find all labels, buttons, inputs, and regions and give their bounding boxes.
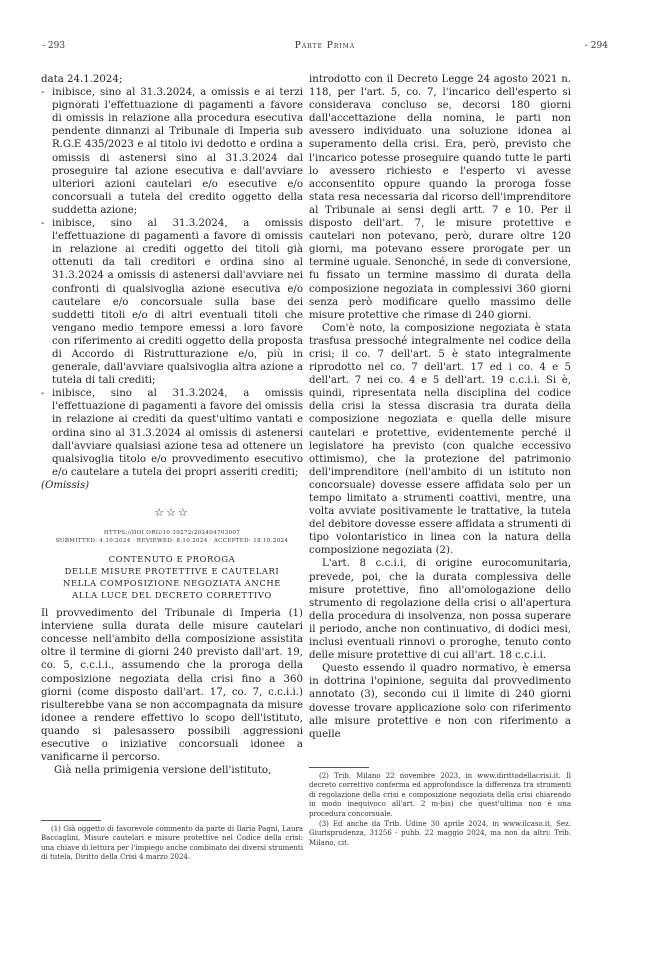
page-number-left: - 293 [42,41,66,51]
omissis-line: (Omissis) [41,479,90,491]
footnote: (3) Ed anche da Trib. Udine 30 aprile 2024, in www.ilcaso.it, Sez. Giurisprudenza, 31256 - pubb. 22 maggio 2024, ma non da altri: Trib. Milano, cit. [309,820,571,847]
body-paragraph: Questo essendo il quadro normativo, è emersa in dottrina l'opinione, seguita dal provvedimento annotato (3), secondo cui il limite di 240 giorni dovesse trovare applicazione solo con riferimento alle misure protettive e non con riferimento a quelle [309,663,571,740]
footnotes-right [309,767,571,849]
footnote-rule [41,820,101,821]
footnotes-left [41,820,303,864]
ruling-item: - inibisce, sino al 31.3.2024, a omissis e ai terzi pignorati l'effettuazione di pagamenti a favore di omissis in relazione alla procedura esecutiva pendente dinnanzi al Tribunale di Imperia sub R.G.E 435/2023 e al titolo ivi dedotto e ordina a omissis di astenersi sino al 31.3.2024 dal proseguire tal azione esecutiva e dall'avviare ulteriori azioni cautelari e/o esecutive e/o concorsuali a tutela del credito oggetto della suddetta azione; [41,86,303,217]
footnote-rule [309,767,369,768]
review-dates: SUBMITTED: 4.10.2024 · REVIEWED: 8.10.2024 · ACCEPTED: 18.10.2024 [55,538,289,545]
body-paragraph: Il provvedimento del Tribunale di Imperia (1) interviene sulla durata delle misure cautelari concesse nell'ambito della composizione assistita oltre il termine di giorni 240 previsto dall'art. 19, co. 5, c.c.i.i., assumendo che la proroga della composizione negoziata della crisi fino a 360 giorni (come disposto dall'art. 17, co. 7, c.c.i.i.) risulterebbe vana se non accompagnata da misure idonee a rendere effettivo lo scopo dell'istituto, quando si palesassero possibili aggressioni esecutive o iniziative concorsuali idonee a vanificarne il percorso. [41,608,303,764]
right-column [309,73,571,741]
doi-link[interactable]: HTTPS://DOI.ORG/10.19272/202404703007 [103,530,241,537]
body-paragraph: Com'è noto, la composizione negoziata è stata trasfusa pressoché integralmente nel codice della crisi; il co. 7 dell'art. 5 è stato integralmente riprodotto nel co. 7 dell'art. 17 ed i co. 4 e 5 dell'art. 7 nei co. 4 e 5 dell'art. 19 c.c.i.i. Si è, quindi, ripresentata nella disciplina del codice della crisi la stessa discrasia tra durata della composizione negoziata e quella delle misure cautelari e protettive, evidentemente perché il legislatore ha previsto (con qualche eccessivo ottimismo), che la protezione del patrimonio dell'imprenditore (nell'ambito di un istituto non concorsuale) dovesse essere affidata solo per un tempo limitato a strumenti coattivi, mentre, una volta avviate positivamente le trattative, la tutela del debitore dovesse essere affidata a strumenti di tipo volontaristico in linea con la natura della composizione negoziata (2). [309,322,571,557]
intro-line: data 24.1.2024; [41,74,123,85]
running-title: Parte Prima [294,41,356,51]
left-column [41,73,303,777]
body-paragraph: L'art. 8 c.c.i.i, di origine eurocomunitaria, prevede, poi, che la durata complessiva delle misure protettive, fino all'omologazione dello strumento di regolazione della crisi o all'apertura della procedura di insolvenza, non possa superare il periodo, anche non continuativo, di dodici mesi, inclusi eventuali rinnovi o proroghe, tenuto conto delle misure protettive di cui all'art. 18 c.c.i.i. [309,558,571,662]
ruling-item: - inibisce, sino al 31.3.2024, a omissis l'effettuazione di pagamenti a favore del omissis in relazione ai crediti da quest'ultimo vantati e ordina sino al 31.3.2024 al omissis di astenersi dall'avviare qualsiasi azione tesa ad ottenere un qualsivoglia titolo e/o provvedimento esecutivo e/o cautelare a tutela dei propri asseriti crediti; [41,387,303,479]
commentary-title-line: CONTENUTO E PROROGA [108,554,236,565]
body-paragraph: introdotto con il Decreto Legge 24 agosto 2021 n. 118, per l'art. 5, co. 7, l'incarico dell'esperto si considerava concluso se, decorsi 180 giorni dall'accettazione della nomina, le parti non avessero individuato una soluzione idonea al superamento della crisi. Era, però, previsto che l'incarico potesse proseguire quando tutte le parti lo avessero richiesto e l'esperto vi avesse acconsentito oppure quando la proroga fosse stata resa necessaria dal ricorso dell'imprenditore al Tribunale ai sensi degli artt. 7 e 10. Per il disposto dell'art. 7, le misure protettive e cautelari non potevano, però, durare oltre 120 giorni, ma potevano essere prorogate per un termine uguale. Senonché, in sede di conversione, fu fissato un termine massimo di durata della composizione negoziata in complessivi 360 giorni senza però modificare quello massimo delle misure protettive che rimase di 240 giorni. [309,74,571,321]
commentary-title-line: NELLA COMPOSIZIONE NEGOZIATA ANCHE [63,578,281,589]
footnote: (2) Trib. Milano 22 novembre 2023, in www.dirittodellacrisi.it. Il decreto correttivo conferma ed approfondisce la differenza tra strumenti di regolazione della crisi e composizione negoziata della crisi chiarendo in modo inequivoco all'art. 2 m-bis) che quest'ultima non è una procedura concorsuale. [309,772,571,818]
commentary-title [41,553,303,601]
footnote: (1) Già oggetto di favorevole commento da parte di Ilaria Pagni, Laura Baccaglini, Misure cautelari e misure protettive nel Codice della crisi: una chiave di lettura per l'impiego anche combinato dei diversi strumenti di tutela, Diritto della Crisi 4 marzo 2024. [41,825,303,862]
commentary-title-line: ALLA LUCE DEL DECRETO CORRETTIVO [72,590,272,601]
body-paragraph: Già nella primigenia versione dell'istituto, [54,765,272,777]
section-separator-stars: ☆☆☆ [154,506,190,519]
ruling-list [41,86,303,479]
ruling-item: - inibisce, sino al 31.3.2024, a omissis l'effettuazione di pagamenti a favore di omissis in relazione ai crediti oggetto dei titoli già ottenuti da tali creditori e ordina sino al 31.3.2024 a omissis di astenersi dall'avviare nei confronti di qualsivoglia azione esecutiva e/o cautelare e/o concorsuale sulla base dei suddetti titoli e/o di altri eventuali titoli che vengano medio tempore emessi a loro favore con riferimento ai crediti oggetto della proposta di Accordo di Ristrutturazione e/o, più in generale, dall'avviare qualsivoglia altra azione a tutela di tali crediti; [41,217,303,387]
commentary-title-line: DELLE MISURE PROTETTIVE E CAUTELARI [64,566,280,577]
running-header [42,41,608,55]
page-number-right: - 294 [584,41,608,51]
